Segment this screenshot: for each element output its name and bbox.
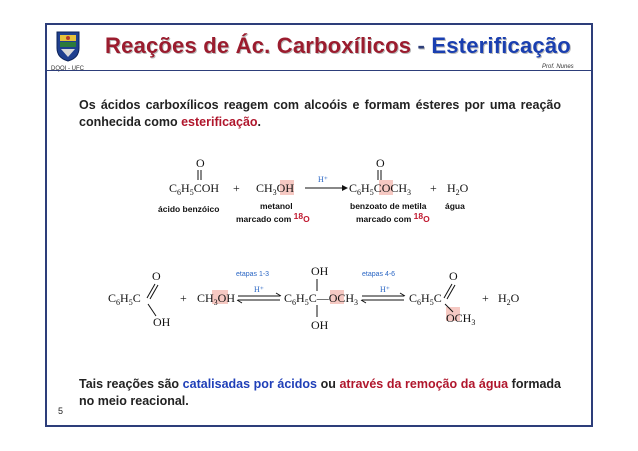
label-methanol: metanol (260, 201, 293, 211)
svg-text:OH: OH (153, 315, 171, 329)
svg-text:O: O (152, 269, 161, 283)
svg-text:C6H5COH: $C_6H_5COH$ (169, 181, 220, 197)
intro-text: Os ácidos carboxílicos reagem com alcoóis e formam ésteres por uma reação conhecida como (79, 98, 561, 129)
logo-caption: DQOI - UFC (51, 66, 84, 72)
conclusion-text-1: Tais reações são (79, 377, 183, 391)
conclusion-highlight-water: através da remoção da água (339, 377, 509, 391)
step-label-1-3: etapas 1-3 (236, 271, 270, 278)
r2-methyl-benzoate (409, 269, 475, 327)
r2-water: $H_2O$ (498, 291, 520, 307)
author-label: Prof. Nunes (542, 64, 574, 70)
label-water: água (445, 201, 465, 211)
equilibrium-arrow-2 (361, 271, 405, 303)
conclusion-highlight-acid: catalisadas por ácidos (182, 377, 317, 391)
intro-highlight: esterificação (181, 115, 258, 129)
equilibrium-arrow-1 (236, 271, 281, 303)
water-structure: $H_2O$ (447, 181, 469, 197)
svg-text:C6H5COCH3: $C_6H_5COCH_3$ (349, 181, 412, 197)
title-separator: - (411, 33, 432, 58)
conclusion-text-3: formada no meio reacional. (79, 377, 562, 408)
conclusion-paragraph (79, 376, 561, 410)
svg-text:OH: OH (311, 264, 329, 278)
title-subtopic: Esterificação (431, 33, 571, 58)
svg-text:+: + (430, 181, 437, 195)
svg-text:OCH3: $OCH_3$ (446, 311, 476, 327)
svg-text:C6H5C—OCH3: $C_6H_5C—OCH_3$ (284, 291, 359, 307)
label-ester-marked: marcado com 18O (356, 211, 430, 224)
svg-text:+: + (233, 181, 240, 195)
label-methyl-benzoate: benzoato de metila (350, 201, 427, 211)
svg-text:+: + (482, 291, 489, 305)
conclusion-text-2: ou (317, 377, 340, 391)
svg-text:C6H5C: $C_6H_5C$ (108, 291, 141, 307)
title-topic: Reações de Ác. Carboxílicos (105, 33, 412, 58)
tetrahedral-intermediate (284, 264, 358, 332)
svg-text:O: O (449, 269, 458, 283)
intro-end: . (257, 115, 262, 129)
label-benzoic-acid: ácido benzóico (158, 204, 220, 214)
svg-text:C6H5C: $C_6H_5C$ (409, 291, 442, 307)
catalyst-r2-1: H⁺ (254, 285, 264, 294)
step-label-4-6: etapas 4-6 (362, 271, 396, 278)
methanol-structure: $CH_3OH$ (256, 181, 295, 197)
carbonyl-o-2: O (376, 156, 385, 170)
page-number: 5 (58, 406, 64, 416)
catalyst-1: H⁺ (318, 175, 328, 184)
r2-methanol: $CH_3OH$ (197, 291, 236, 307)
svg-text:+: + (180, 291, 187, 305)
svg-text:OH: OH (311, 318, 329, 332)
label-methanol-marked: marcado com 18O (236, 211, 310, 224)
carbonyl-o-1: O (196, 156, 205, 170)
r2-benzoic-acid (108, 269, 171, 329)
catalyst-r2-2: H⁺ (380, 285, 390, 294)
